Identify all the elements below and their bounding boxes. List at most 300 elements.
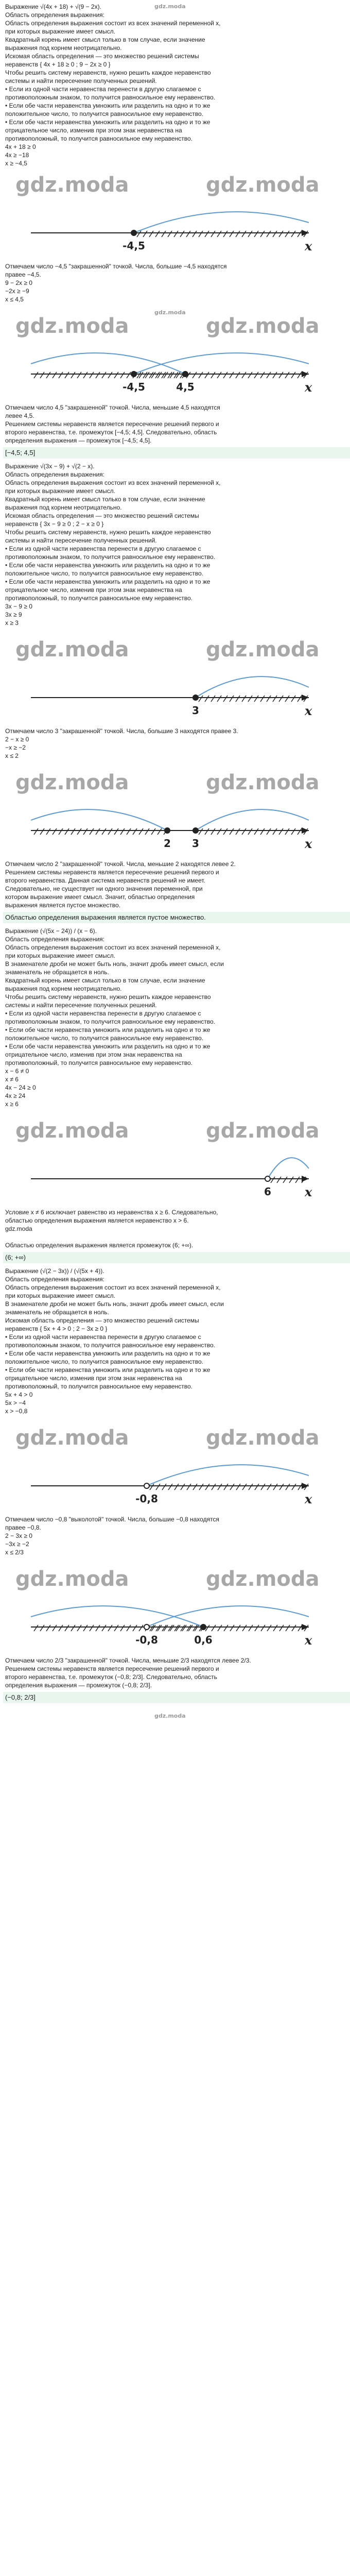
hatch-mark	[205, 372, 209, 378]
hatch-mark	[52, 828, 57, 835]
text-line: при которых выражение имеет смысл.	[5, 952, 116, 959]
tick-label: -4,5	[122, 381, 145, 393]
number-line	[0, 1455, 350, 1512]
number-line	[0, 1596, 350, 1653]
watermark-small: gdz.moda	[154, 1713, 186, 1719]
answer-highlight: (−0,8; 2/3]	[3, 1692, 350, 1703]
hatch-mark	[108, 1625, 112, 1631]
hatch-mark	[77, 1625, 81, 1631]
point-marker	[165, 828, 170, 833]
hatch-mark	[298, 1625, 302, 1631]
number-line	[0, 343, 350, 400]
text-line: Выражение (√(2 − 3x)) / (√(5x + 4)).	[5, 1267, 104, 1275]
hatch-mark	[230, 372, 234, 378]
text-line: Решением системы неравенств является пересечение решений первого и	[5, 1665, 219, 1672]
solution-arc	[31, 1606, 203, 1627]
hatch-mark	[283, 1177, 287, 1183]
hatch-mark	[52, 1625, 57, 1631]
hatch-mark	[59, 828, 63, 835]
hatch-mark	[46, 1625, 50, 1631]
hatch-mark	[242, 231, 246, 237]
text-line: выражения является пустое множество.	[5, 902, 121, 909]
hatch-mark	[260, 372, 265, 378]
text-line: 9 − 2x ≥ 0	[5, 279, 32, 286]
point-marker	[201, 1624, 206, 1630]
text-line: Условие x ≠ 6 исключает равенство из неравенства x ≥ 6. Следовательно,	[5, 1209, 218, 1216]
text-line: противоположный, то получится равносильное ему неравенство.	[5, 1383, 192, 1390]
hatch-mark	[102, 828, 106, 835]
hatch-mark	[286, 1625, 290, 1631]
text-line: при которых выражение имеет смысл.	[5, 1292, 116, 1299]
solution-arc	[268, 1158, 309, 1179]
hatch-mark	[170, 372, 174, 378]
hatch-mark	[285, 231, 289, 237]
hatch-mark	[224, 1625, 228, 1631]
hatch-mark	[155, 372, 160, 378]
text-line: противоположным знаком, то получится равносильное ему неравенство.	[5, 1342, 215, 1349]
hatch-mark	[174, 231, 178, 237]
number-line	[0, 800, 350, 856]
text-line: 4x − 24 ≥ 0	[5, 1084, 36, 1091]
text-line: положительное число, то получится равносильное ему неравенство.	[5, 110, 203, 117]
text-line: • Если из одной части неравенства перенести в другую слагаемое с	[5, 1010, 201, 1017]
hatch-mark	[139, 1625, 143, 1631]
hatch-mark	[260, 696, 265, 702]
watermark: gdz.moda	[206, 1567, 320, 1591]
text-line: выражения под корнем неотрицательно.	[5, 44, 122, 52]
hatch-mark	[83, 372, 87, 378]
hatch-mark	[242, 696, 246, 702]
hatch-mark	[96, 828, 100, 835]
hatch-mark	[143, 231, 147, 237]
text-line: x − 6 ≠ 0	[5, 1067, 29, 1075]
hatch-mark	[59, 372, 63, 378]
axis-label: x	[305, 239, 312, 253]
hatch-mark	[223, 372, 227, 378]
hatch-mark	[90, 1625, 94, 1631]
hatch-mark	[157, 372, 162, 378]
watermark: gdz.moda	[15, 1567, 129, 1591]
hatch-mark	[90, 372, 94, 378]
hatch-mark	[291, 828, 295, 835]
hatch-mark	[297, 372, 302, 378]
text-line: • Если обе части неравенства умножить или разделить на одно и то же	[5, 1043, 211, 1050]
tick-label: 3	[192, 704, 199, 717]
hatch-mark	[211, 696, 215, 702]
hatch-mark	[162, 372, 166, 378]
hatch-mark	[145, 828, 149, 835]
hatch-mark	[267, 372, 271, 378]
hatch-mark	[46, 828, 50, 835]
text-line: 4x ≥ −18	[5, 151, 29, 159]
hatch-mark	[127, 828, 131, 835]
text-line: левее 4,5.	[5, 412, 34, 419]
hatch-mark	[52, 372, 57, 378]
text-line: Чтобы решить систему неравенств, нужно решить каждое неравенство	[5, 69, 211, 76]
hatch-mark	[242, 828, 246, 835]
text-line: знаменатель не обращается в ноль.	[5, 969, 109, 976]
hatch-mark	[59, 1625, 63, 1631]
text-line: отрицательное число, изменив при этом знак неравенства на	[5, 1051, 182, 1058]
hatch-mark	[102, 1625, 106, 1631]
tick-label: -0,8	[135, 1493, 158, 1505]
hatch-mark	[157, 828, 162, 835]
hatch-mark	[205, 696, 209, 702]
text-line: определения выражения — промежуток [−4,5; 4,5].	[5, 437, 152, 444]
hatch-mark	[291, 231, 295, 237]
hatch-mark	[267, 1625, 271, 1631]
hatch-mark	[249, 1625, 253, 1631]
hatch-mark	[236, 696, 240, 702]
hatch-mark	[261, 1484, 265, 1490]
watermark: gdz.moda	[206, 771, 320, 794]
hatch-mark	[143, 372, 147, 378]
hatch-mark	[224, 1484, 228, 1490]
text-line: Область определения выражения состоит из всех значений переменной x,	[5, 1284, 221, 1291]
hatch-mark	[83, 1625, 87, 1631]
text-line: определения выражения — промежуток (−0,8; 2/3].	[5, 1682, 152, 1689]
hatch-mark	[187, 1484, 191, 1490]
text-line: Область определения выражения состоит из всех значений переменной x,	[5, 479, 221, 486]
tick-label: -0,8	[135, 1634, 158, 1646]
text-line: Решением системы неравенств является пересечение решений первого и	[5, 420, 219, 428]
text-line: областью определения выражения является неравенство x > 6.	[5, 1217, 189, 1224]
text-line: положительное число, то получится равносильное ему неравенство.	[5, 1358, 203, 1365]
text-line: Квадратный корень имеет смысл только в том случае, если значение	[5, 36, 205, 43]
hatch-mark	[40, 828, 44, 835]
hatch-mark	[217, 372, 221, 378]
tick-label: 3	[192, 837, 199, 850]
hatch-mark	[267, 231, 271, 237]
hatch-mark	[114, 372, 118, 378]
axis-label: x	[305, 1492, 312, 1506]
text-line: отрицательное число, изменив при этом знак неравенства на	[5, 127, 182, 134]
answer-highlight: (6; +∞)	[3, 1252, 350, 1263]
hatch-mark	[186, 231, 190, 237]
watermark: gdz.moda	[206, 1119, 320, 1143]
hatch-mark	[273, 231, 277, 237]
text-line: Отмечаем число −0,8 "выколотой" точкой. Числа, большие −0,8 находятся	[5, 1516, 219, 1523]
hatch-mark	[133, 1625, 137, 1631]
hatch-mark	[279, 231, 283, 237]
hatch-mark	[297, 231, 302, 237]
hatch-mark	[273, 372, 277, 378]
hatch-mark	[236, 231, 240, 237]
hatch-mark	[230, 828, 234, 835]
hatch-mark	[120, 828, 125, 835]
text-line: • Если из одной части неравенства перенести в другую слагаемое с	[5, 545, 201, 552]
hatch-mark	[199, 231, 203, 237]
text-line: • Если обе части неравенства умножить или разделить на одно и то же	[5, 578, 211, 585]
text-line: 3x ≥ 9	[5, 611, 22, 618]
hatch-mark	[211, 828, 215, 835]
text-line: Выражение √(4x + 18) + √(9 − 2x).	[5, 3, 101, 10]
hatch-mark	[65, 372, 69, 378]
tick-label: 4,5	[176, 381, 195, 393]
text-line: • Если обе части неравенства умножить или разделить на одно и то же	[5, 1026, 211, 1033]
axis-label: x	[305, 703, 312, 718]
hatch-mark	[108, 828, 112, 835]
watermark-small: gdz.moda	[154, 309, 186, 316]
text-line: −2x ≥ −9	[5, 287, 29, 295]
text-line: знаменатель не обращается в ноль.	[5, 1309, 109, 1316]
text-line: противоположный, то получится равносильное ему неравенство.	[5, 595, 192, 602]
text-line: Область определения выражения:	[5, 936, 105, 943]
hatch-mark	[120, 1625, 125, 1631]
hatch-mark	[273, 696, 277, 702]
text-line: Отмечаем число 4,5 "закрашенной" точкой. Числа, меньшие 4,5 находятся	[5, 404, 220, 411]
text-line: отрицательное число, изменив при этом знак неравенства на	[5, 586, 182, 594]
text-line: противоположным знаком, то получится равносильное ему неравенство.	[5, 1018, 215, 1025]
hatch-mark	[199, 696, 203, 702]
solution-arc	[147, 1465, 309, 1486]
hatch-mark	[212, 1484, 216, 1490]
watermark: gdz.moda	[206, 314, 320, 338]
point-marker	[144, 1624, 149, 1630]
hatch-mark	[168, 372, 172, 378]
number-line	[0, 1148, 350, 1205]
text-line: Выражение √(3x − 9) + √(2 − x).	[5, 463, 95, 470]
text-line: Отмечаем число 2/3 "закрашенной" точкой. Числа, меньшие 2/3 находятся левее 2/3.	[5, 1657, 251, 1664]
text-line: 3x − 9 ≥ 0	[5, 603, 32, 610]
text-line: 2 − 3x ≥ 0	[5, 1532, 32, 1539]
hatch-mark	[260, 828, 265, 835]
hatch-mark	[248, 231, 252, 237]
hatch-mark	[279, 828, 283, 835]
text-line: x ≥ 3	[5, 619, 19, 626]
text-line: • Если из одной части неравенства перенести в другую слагаемое с	[5, 86, 201, 93]
hatch-mark	[291, 372, 295, 378]
hatch-mark	[298, 1484, 302, 1490]
hatch-mark	[168, 231, 172, 237]
text-line: правее −0,8.	[5, 1524, 41, 1531]
hatch-mark	[199, 1484, 203, 1490]
hatch-mark	[46, 372, 50, 378]
hatch-mark	[223, 231, 227, 237]
text-line: −3x ≥ −2	[5, 1540, 29, 1548]
text-line: положительное число, то получится равносильное ему неравенство.	[5, 570, 203, 577]
hatch-mark	[65, 1625, 69, 1631]
text-line: Область определения выражения:	[5, 1276, 105, 1283]
hatch-mark	[286, 1484, 290, 1490]
hatch-mark	[71, 1625, 75, 1631]
hatch-mark	[218, 1625, 222, 1631]
hatch-mark	[192, 372, 197, 378]
point-marker	[265, 1176, 270, 1181]
text-line: x ≥ −4,5	[5, 160, 27, 167]
text-line: котором выражение имеет смысл. Значит, областью определения	[5, 893, 195, 901]
hatch-mark	[164, 372, 168, 378]
hatch-mark	[217, 231, 221, 237]
point-marker	[144, 1483, 149, 1488]
text-line: выражения под корнем неотрицательно.	[5, 504, 122, 511]
text-line: x ≤ 2	[5, 752, 19, 759]
hatch-mark	[242, 1484, 247, 1490]
hatch-mark	[96, 372, 100, 378]
point-marker	[193, 828, 198, 833]
hatch-mark	[297, 696, 302, 702]
hatch-mark	[77, 828, 81, 835]
hatch-mark	[34, 372, 38, 378]
hatch-mark	[297, 828, 302, 835]
point-marker	[131, 230, 136, 235]
hatch-mark	[133, 828, 137, 835]
hatch-mark	[292, 1625, 296, 1631]
text-line: x ≤ 4,5	[5, 296, 24, 303]
tick-label: -4,5	[122, 240, 145, 252]
text-line: −x ≥ −2	[5, 744, 26, 751]
text-line: 2 − x ≥ 0	[5, 736, 29, 743]
hatch-mark	[285, 828, 289, 835]
hatch-mark	[217, 696, 221, 702]
text-line: противоположный, то получится равносильное ему неравенство.	[5, 135, 192, 142]
hatch-mark	[90, 828, 94, 835]
text-line: противоположным знаком, то получится равносильное ему неравенство.	[5, 94, 215, 101]
axis-label: x	[305, 1633, 312, 1648]
hatch-mark	[218, 1484, 222, 1490]
hatch-mark	[236, 1625, 240, 1631]
text-line: Область определения выражения:	[5, 11, 105, 19]
hatch-mark	[285, 372, 289, 378]
text-line: Чтобы решить систему неравенств, нужно решить каждое неравенство	[5, 529, 211, 536]
watermark: gdz.moda	[15, 1426, 129, 1450]
watermark: gdz.moda	[206, 1426, 320, 1450]
hatch-mark	[236, 1484, 240, 1490]
hatch-mark	[120, 372, 125, 378]
text-line: Областью определения выражения является промежуток (6; +∞).	[5, 1242, 194, 1249]
hatch-mark	[205, 1484, 209, 1490]
answer-highlight: Областью определения выражения является пустое множество.	[3, 912, 350, 923]
hatch-mark	[155, 231, 160, 237]
hatch-mark	[114, 1625, 118, 1631]
hatch-mark	[162, 231, 166, 237]
hatch-mark	[40, 372, 44, 378]
axis-label: x	[305, 380, 312, 395]
solution-arc	[196, 809, 309, 831]
hatch-mark	[212, 1625, 216, 1631]
hatch-mark	[255, 1484, 259, 1490]
hatch-mark	[181, 1484, 185, 1490]
text-line: • Если обе части неравенства умножить или разделить на одно и то же	[5, 102, 211, 109]
text-line: выражения под корнем неотрицательно.	[5, 985, 122, 992]
hatch-mark	[291, 696, 295, 702]
hatch-mark	[279, 372, 283, 378]
hatch-mark	[289, 1177, 293, 1183]
hatch-mark	[254, 372, 258, 378]
hatch-mark	[149, 231, 153, 237]
solution-arc	[196, 676, 309, 698]
number-line	[0, 202, 350, 259]
text-line: Квадратный корень имеет смысл только в том случае, если значение	[5, 496, 205, 503]
answer-highlight: [−4,5; 4,5]	[3, 447, 350, 459]
text-line: Область определения выражения:	[5, 471, 105, 478]
text-line: Отмечаем число −4,5 "закрашенной" точкой. Числа, большие −4,5 находятся	[5, 263, 227, 270]
hatch-mark	[96, 1625, 100, 1631]
text-line: системы и найти пересечение полученных решений.	[5, 1002, 157, 1009]
hatch-mark	[193, 1484, 197, 1490]
hatch-mark	[40, 1625, 44, 1631]
tick-label: 2	[164, 837, 171, 850]
hatch-mark	[180, 231, 184, 237]
text-line: 4x + 18 ≥ 0	[5, 143, 36, 150]
text-line: положительное число, то получится равносильное ему неравенство.	[5, 1035, 203, 1042]
hatch-mark	[248, 828, 252, 835]
hatch-mark	[248, 696, 252, 702]
watermark: gdz.moda	[15, 173, 129, 197]
hatch-mark	[174, 1484, 179, 1490]
hatch-mark	[254, 696, 258, 702]
hatch-mark	[273, 1625, 277, 1631]
hatch-mark	[292, 1484, 296, 1490]
hatch-mark	[156, 1484, 160, 1490]
hatch-mark	[242, 1625, 247, 1631]
text-line: Решением системы неравенств является пересечение решений первого и	[5, 869, 219, 876]
hatch-mark	[71, 828, 75, 835]
hatch-mark	[127, 372, 131, 378]
text-line: Отмечаем число 3 "закрашенной" точкой. Числа, большие 3 находятся правее 3.	[5, 727, 238, 735]
hatch-mark	[192, 231, 197, 237]
text-line: x > −0,8	[5, 1408, 28, 1415]
hatch-mark	[108, 372, 112, 378]
hatch-mark	[114, 828, 118, 835]
point-marker	[131, 371, 136, 377]
text-line: второго неравенства. Данная система неравенств решений не имеет.	[5, 877, 205, 884]
text-line: неравенств { 3x − 9 ≥ 0 ; 2 − x ≥ 0 }	[5, 520, 104, 528]
text-line: • Если обе части неравенства умножить или разделить на одно и то же	[5, 562, 211, 569]
hatch-mark	[248, 372, 252, 378]
hatch-mark	[34, 1625, 38, 1631]
text-line: при которых выражение имеет смысл.	[5, 28, 116, 35]
hatch-mark	[260, 231, 265, 237]
hatch-mark	[223, 828, 227, 835]
hatch-mark	[149, 372, 153, 378]
watermark: gdz.moda	[15, 314, 129, 338]
hatch-mark	[277, 1177, 281, 1183]
hatch-mark	[255, 1625, 259, 1631]
text-line: Чтобы решить систему неравенств, нужно решить каждое неравенство	[5, 993, 211, 1001]
text-line: Область определения выражения состоит из всех значений переменной x,	[5, 944, 221, 951]
text-line: системы и найти пересечение полученных решений.	[5, 537, 157, 544]
text-line: • Если обе части неравенства умножить или разделить на одно и то же	[5, 118, 211, 126]
text-line: противоположным знаком, то получится равносильное ему неравенство.	[5, 553, 215, 561]
solution-arc	[134, 212, 309, 233]
hatch-mark	[273, 1484, 277, 1490]
hatch-mark	[162, 1484, 166, 1490]
text-line: Выражение (√(5x − 24)) / (x − 6).	[5, 927, 97, 935]
hatch-mark	[230, 231, 234, 237]
text-line: x ≥ 6	[5, 1100, 19, 1108]
hatch-mark	[249, 1484, 253, 1490]
text-line: правее −4,5.	[5, 271, 41, 278]
text-line: • Если обе части неравенства умножить или разделить на одно и то же	[5, 1350, 211, 1357]
hatch-mark	[168, 1484, 172, 1490]
text-line: системы и найти пересечение полученных решений.	[5, 77, 157, 84]
hatch-mark	[285, 696, 289, 702]
text-line: отрицательное число, изменив при этом знак неравенства на	[5, 1375, 182, 1382]
hatch-mark	[77, 372, 81, 378]
text-line: 5x > −4	[5, 1399, 26, 1406]
hatch-mark	[211, 231, 215, 237]
hatch-mark	[279, 1484, 284, 1490]
text-line: • Если обе части неравенства умножить или разделить на одно и то же	[5, 1366, 211, 1374]
tick-label: 6	[264, 1185, 271, 1198]
text-line: 4x ≥ 24	[5, 1092, 26, 1099]
text-line: неравенств { 4x + 18 ≥ 0 ; 9 − 2x ≥ 0 }	[5, 61, 111, 68]
hatch-mark	[151, 372, 155, 378]
hatch-mark	[139, 372, 143, 378]
text-line: Искомая область определения — это множество решений системы	[5, 1317, 199, 1324]
text-line: Квадратный корень имеет смысл только в том случае, если значение	[5, 977, 205, 984]
